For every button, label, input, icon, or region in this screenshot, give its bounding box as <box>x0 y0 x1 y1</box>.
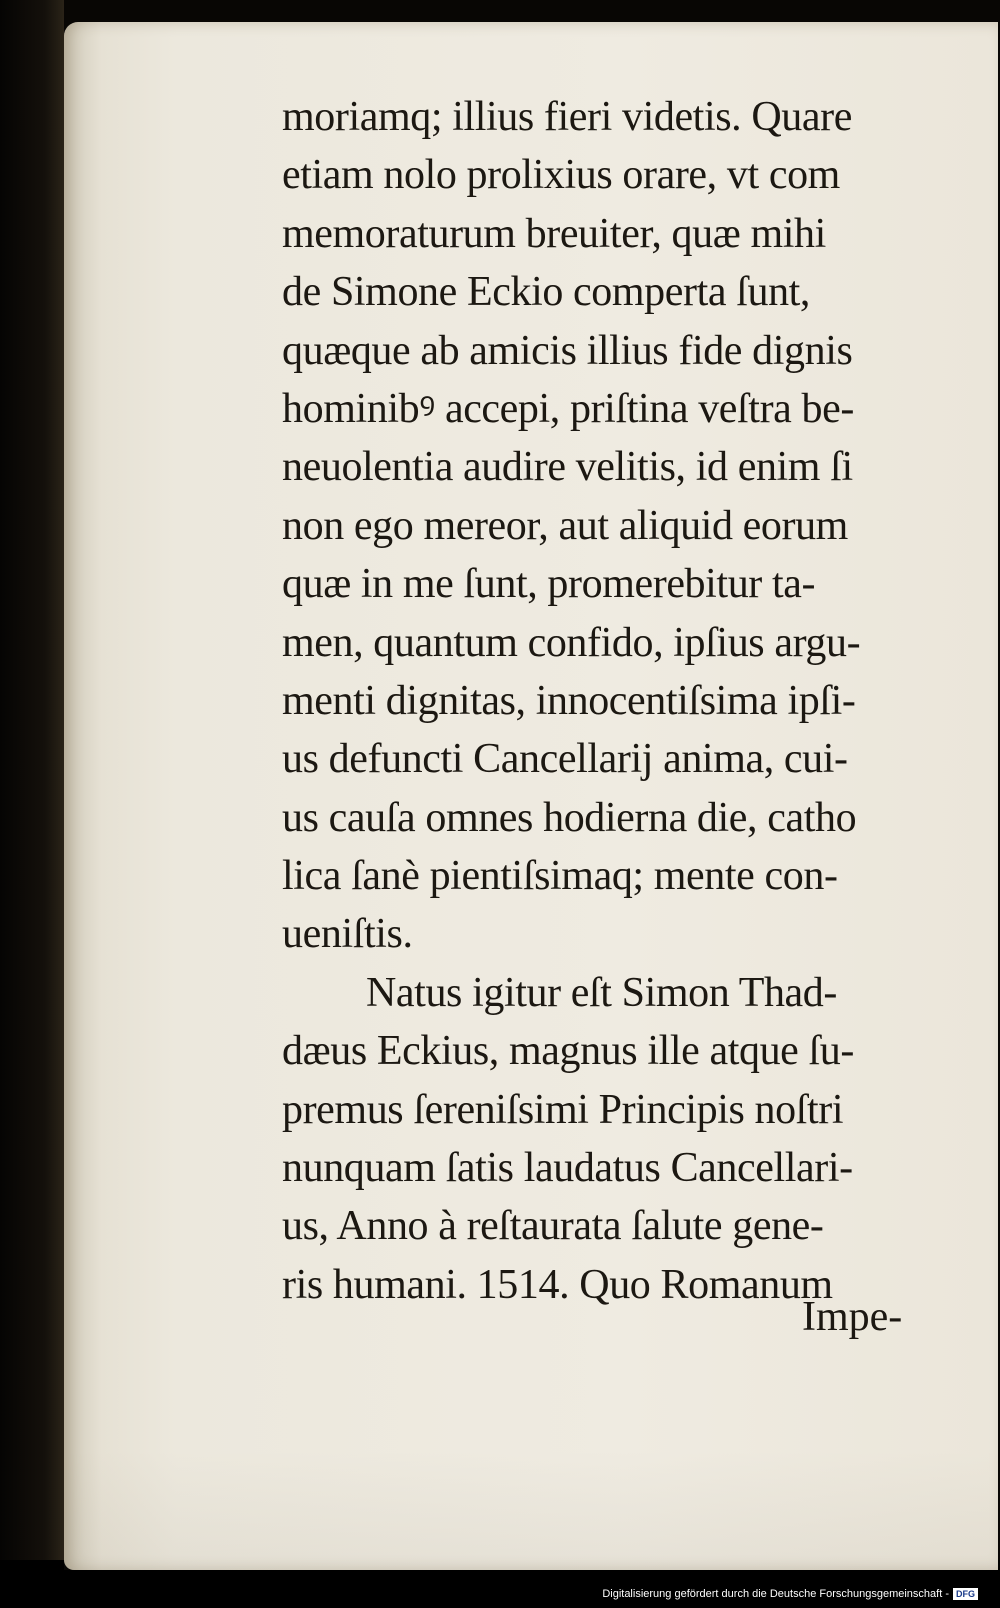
text-line: menti dignitas, innocentiſsima ipſi- <box>282 677 856 724</box>
text-line: nunquam ſatis laudatus Cancellari- <box>282 1145 853 1192</box>
footer-credit <box>602 1588 978 1600</box>
catchword: Impe- <box>802 1294 903 1340</box>
text-line: hominibꝰ accepi, priſtina veſtra be- <box>282 385 854 432</box>
text-line: quæ in me ſunt, promerebitur ta- <box>282 561 816 608</box>
text-line: us, Anno à reſtaurata ſalute gene- <box>282 1203 824 1250</box>
text-line: dæus Eckius, magnus ille atque ſu- <box>282 1028 854 1075</box>
text-line: premus ſereniſsimi Principis noſtri <box>282 1086 844 1133</box>
text-line: etiam nolo prolixius orare, vt com <box>282 152 840 199</box>
text-line: quæque ab amicis illius fide dignis <box>282 327 853 374</box>
text-line: us cauſa omnes hodierna die, catho <box>282 794 857 841</box>
text-line: de Simone Eckio comperta ſunt, <box>282 269 811 316</box>
text-line: memoraturum breuiter, quæ mihi <box>282 210 826 257</box>
text-line: men, quantum confido, ipſius argu- <box>282 619 861 666</box>
text-line: ris humani. 1514. Quo Romanum <box>282 1261 833 1308</box>
text-line: lica ſanè pientiſsimaq; mente con- <box>282 853 838 900</box>
text-line: us defuncti Cancellarij anima, cui- <box>282 736 848 783</box>
paragraph-start-line: Natus igitur eſt Simon Thad- <box>366 969 837 1016</box>
text-line: moriamq; illius fieri videtis. Quare <box>282 94 852 140</box>
book-page <box>64 22 998 1570</box>
text-line: non ego mereor, aut aliquid eorum <box>282 502 848 549</box>
text-line: ueniſtis. <box>282 911 413 958</box>
footer-text: Digitalisierung gefördert durch die Deutsche Forschungsgemeinschaft - <box>602 1588 949 1600</box>
text-line: neuolentia audire velitis, id enim ſi <box>282 444 853 491</box>
dfg-logo-icon: DFG <box>953 1588 978 1600</box>
body-text <box>282 88 982 1314</box>
scan-background-left <box>0 0 64 1608</box>
